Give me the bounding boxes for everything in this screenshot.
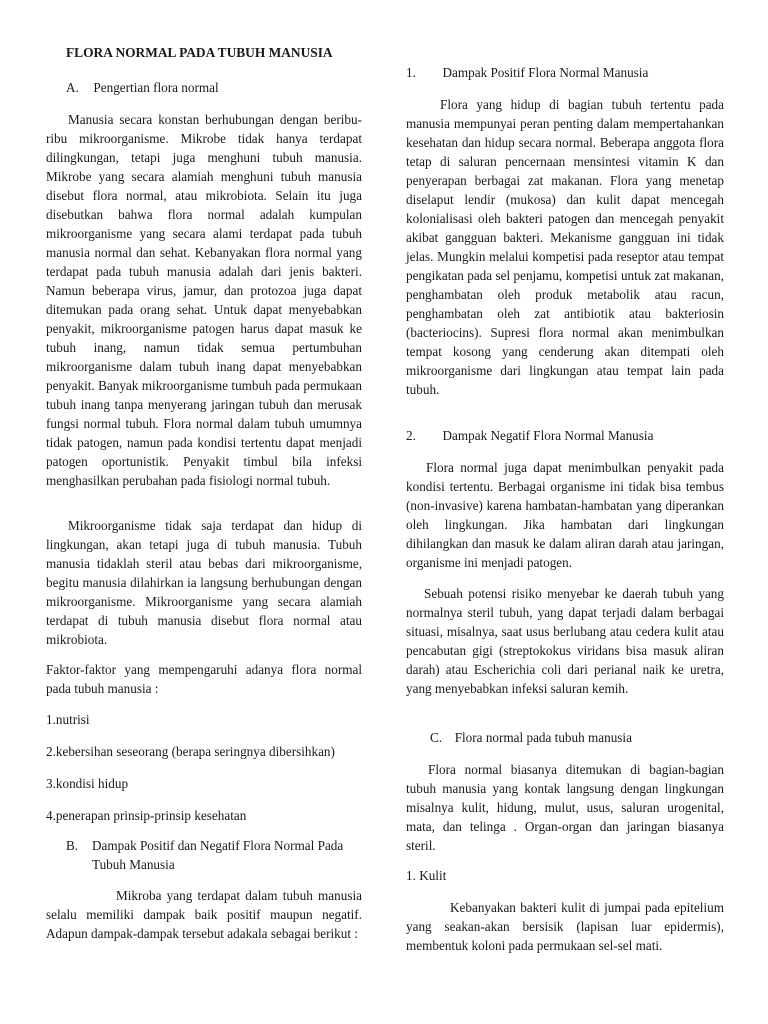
subheading-skin: 1. Kulit [406,868,447,883]
document-title: FLORA NORMAL PADA TUBUH MANUSIA [66,45,333,60]
paragraph-skin: Kebanyakan bakteri kulit di jumpai pada epitelium yang seakan-akan bersisik (lapisan luar epidermis), membentuk koloni pada permukaan sel-sel mati. [406,900,724,953]
paragraph-positive-impact: Flora yang hidup di bagian tubuh tertentu pada manusia mempunyai peran penting dalam mempertahankan kesehatan dan hidup secara normal. Beberapa anggota flora tetap di saluran pencernaan mensintesi vitamin K dan penyerapan berbagai zat makanan. Flora yang menetap diselaput lendir (mukosa) dan kulit dapat mencegah kolonialisasi oleh bakteri patogen dan mencegah penyakit akibat gangguan bakteri. Mekanisme gangguan ini tidak jelas. Mungkin melalui kompetisi pada reseptor atau tempat pengikatan pada sel penjamu, kompetisi untuk zat makanan, penghambatan oleh produk metabolik atau racun, penghambatan oleh zat antibiotik atau bakteriosin (bacteriocins). Supresi flora normal akan menimbulkan tempat kosong yang cenderung akan ditempati oleh mikroorganisme dari lingkungan atau tempat lain pada tubuh. [406,97,724,397]
heading-negative-label: Dampak Negatif Flora Normal Manusia [442,428,654,443]
section-b-letter: B. [66,838,79,853]
factor-item: 3.kondisi hidup [46,776,129,791]
paragraph-microorganisms: Mikroorganisme tidak saja terdapat dan hidup di lingkungan, akan tetapi juga di tubuh manusia. Tubuh manusia tidaklah steril atau bebas dari mikroorganisme, begitu manusia dilahirkan ia langsung berhubungan dengan mikroorganisme. Mikroorganisme yang secara alamiah terdapat di tubuh manusia disebut flora normal atau mikrobiota. [46,518,362,647]
section-c-label: Flora normal pada tubuh manusia [454,730,632,745]
section-b-label: Dampak Positif dan Negatif Flora Normal Pada Tubuh Manusia [92,838,344,872]
paragraph-definition: Manusia secara konstan berhubungan dengan beribu-ribu mikroorganisme. Mikrobe tidak hanya terdapat dilingkungan, tetapi juga menghuni tubuh manusia. Mikrobe yang secara alamiah menghuni tubuh manusia disebut flora normal, atau mikrobiota. Selain itu juga disebutkan bahwa flora normal adalah kumpulan mikroorganisme yang secara alami terdapat pada tubuh manusia normal dan sehat. Kebanyakan flora normal yang terdapat pada tubuh manusia adalah dari jenis bakteri. Namun beberapa virus, jamur, dan protozoa juga dapat ditemukan pada orang sehat. Untuk dapat menyebabkan penyakit, mikroorganisme patogen harus dapat masuk ke tubuh inang, namun tidak semua pertumbuhan mikroorganisme dalam tubuh inang dapat menyebabkan penyakit. Banyak mikroorganisme tumbuh pada permukaan tubuh inang tanpa menyerang jaringan tubuh dan merusak fungsi normal tubuh. Flora normal dalam tubuh umumnya tidak patogen, namun pada kondisi tertentu dapat menjadi patogen oportunistik. Penyakit timbul bila infeksi menghasilkan perubahan pada fisiologi normal tubuh. [46,112,362,488]
paragraph-negative-impact-2: Sebuah potensi risiko menyebar ke daerah tubuh yang normalnya steril tubuh, yang dapat terjadi dalam berbagai situasi, misalnya, saat usus berlubang atau cedera kulit atau pencabutan gigi (streptokokus viridans bisa masuk aliran darah) atau Escherichia coli dari perianal naik ke uretra, yang menyebabkan infeksi saluran kemih. [406,586,724,696]
factors-intro: Faktor-faktor yang mempengaruhi adanya flora normal pada tubuh manusia : [46,662,362,696]
factor-item: 2.kebersihan seseorang (berapa seringnya dibersihkan) [46,744,335,759]
paragraph-impacts-intro: Mikroba yang terdapat dalam tubuh manusia selalu memiliki dampak baik positif maupun negatif. Adapun dampak-dampak tersebut adakala sebagai berikut : [46,888,362,941]
section-a-heading [66,78,219,97]
heading-positive-label: Dampak Positif Flora Normal Manusia [442,65,649,80]
paragraph-negative-impact-1: Flora normal juga dapat menimbulkan penyakit pada kondisi tertentu. Berbagai organisme ini tidak bisa tembus (non-invasive) karena hambatan-hambatan yang diperankan oleh lingkungan. Jika hambatan dari lingkungan dihilangkan dan masuk ke dalam aliran darah atau jaringan, organisme ini menjadi patogen. [406,460,724,570]
paragraph-normal-flora-locations: Flora normal biasanya ditemukan di bagian-bagian tubuh manusia yang kontak langsung dengan lingkungan misalnya kulit, hidung, mulut, usus, saluran urogenital, mata, dan telinga . Organ-organ dan jaringan biasanya steril. [406,762,724,853]
heading-positive-impact [406,63,648,82]
section-a-letter: A. [66,80,79,95]
heading-negative-number: 2. [406,428,416,443]
factor-item: 1.nutrisi [46,712,90,727]
section-c-heading [430,728,632,747]
factor-item: 4.penerapan prinsip-prinsip kesehatan [46,808,247,823]
factors-list [46,710,376,838]
section-a-label: Pengertian flora normal [93,80,219,95]
heading-negative-impact [406,426,653,445]
section-b-heading [66,836,366,874]
heading-positive-number: 1. [406,65,416,80]
section-c-letter: C. [430,730,443,745]
